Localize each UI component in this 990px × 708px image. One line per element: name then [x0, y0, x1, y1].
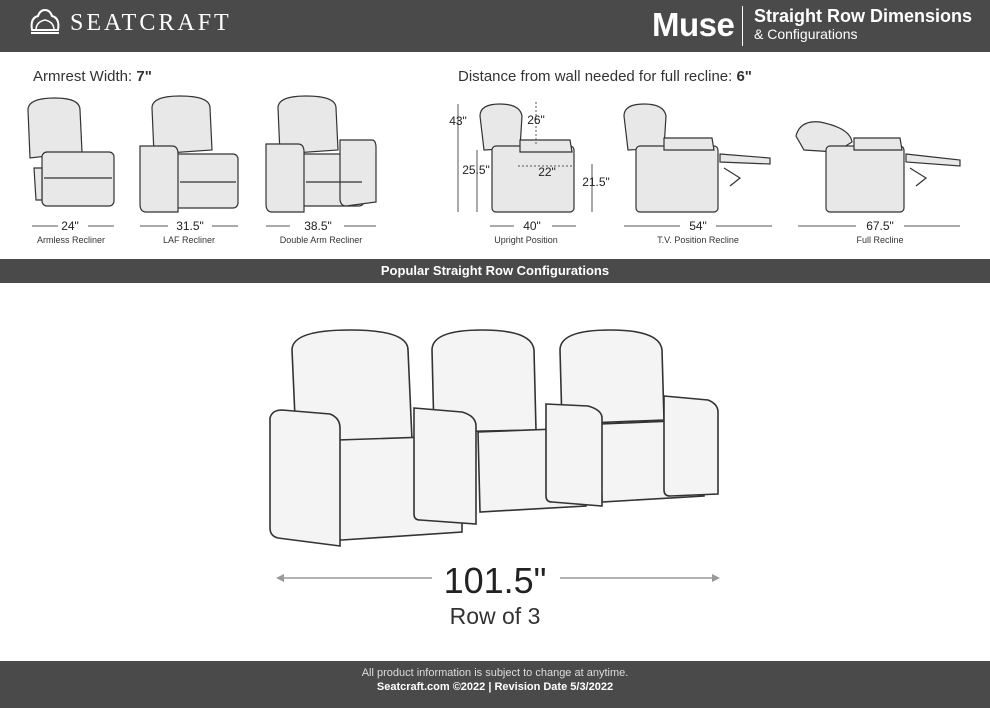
footer-bar [0, 661, 990, 708]
upright-width: 40" [523, 219, 541, 233]
depth-22: 22" [538, 165, 556, 179]
double-arm-caption: Double Arm Recliner [279, 235, 363, 245]
height-21-5: 21.5" [582, 175, 610, 189]
tv-width: 54" [689, 219, 707, 233]
page-subtitle: & Configurations [754, 26, 858, 42]
footer-revision[interactable]: Seatcraft.com ©2022 | Revision Date 5/3/2022 [376, 681, 614, 693]
brand-name: SEATCRAFT [70, 9, 232, 36]
upright-caption: Upright Position [494, 235, 558, 245]
armrest-width-label: Armrest Width: [33, 68, 133, 85]
height-25-5: 25.5" [462, 163, 490, 177]
full-recline-width: 67.5" [866, 219, 894, 233]
row-width: 101.5" [443, 560, 547, 601]
depth-26: 26" [527, 113, 545, 127]
height-43: 43" [449, 114, 467, 128]
full-recline-caption: Full Recline [856, 235, 904, 245]
tv-position-drawing [624, 104, 770, 212]
armless-caption: Armless Recliner [36, 235, 105, 245]
laf-width: 31.5" [176, 219, 204, 233]
model-name: Muse [652, 6, 735, 43]
laf-caption: LAF Recliner [162, 235, 216, 245]
wall-distance-value: 6" [736, 68, 752, 85]
double-arm-recliner-drawing [266, 96, 376, 212]
row-of-3-drawing [270, 330, 718, 546]
page-title: Straight Row Dimensions [754, 6, 973, 26]
double-arm-width: 38.5" [304, 219, 332, 233]
section-banner: Popular Straight Row Configurations [0, 259, 990, 283]
wall-distance-label: Distance from wall needed for full recline: [458, 68, 733, 85]
armrest-width-value: 7" [136, 68, 152, 85]
footer-disclaimer: All product information is subject to change at anytime. [361, 667, 629, 679]
full-recline-drawing [796, 122, 960, 212]
row-label: Row of 3 [449, 603, 541, 629]
armless-width: 24" [61, 219, 79, 233]
laf-recliner-drawing [140, 96, 238, 212]
tv-caption: T.V. Position Recline [657, 235, 739, 245]
armless-recliner-drawing [28, 98, 114, 206]
